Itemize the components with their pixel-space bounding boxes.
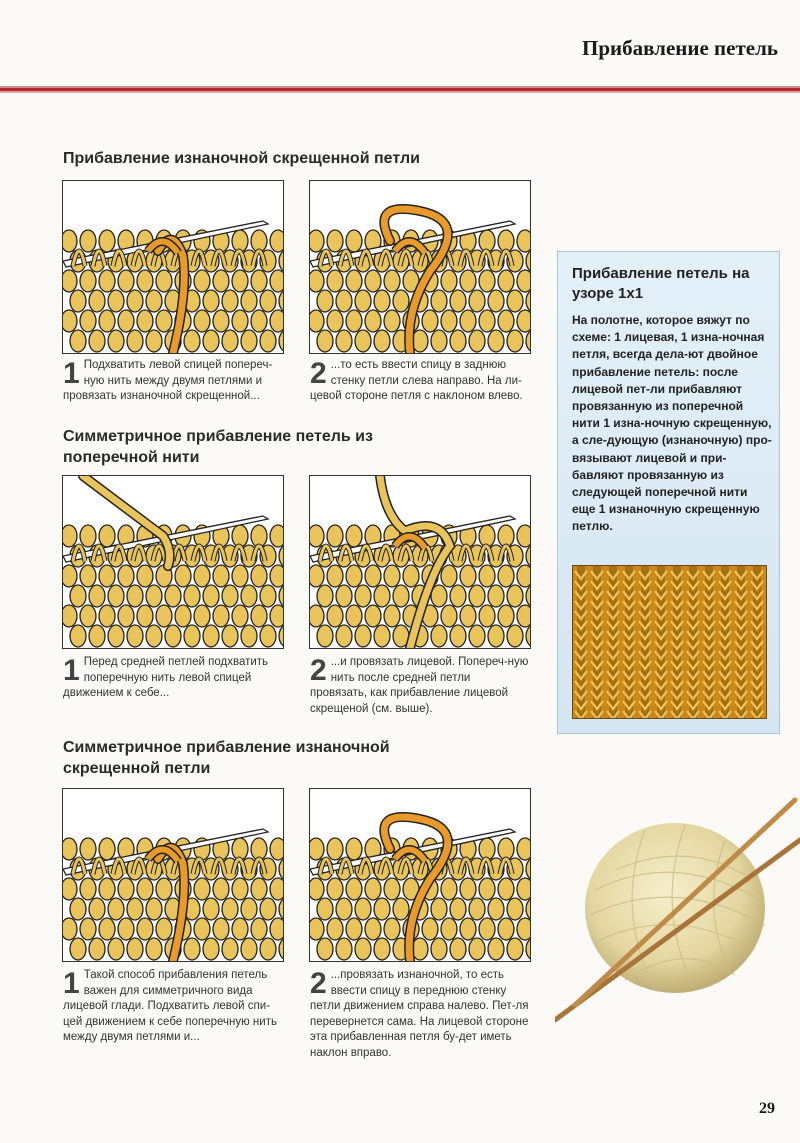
section-title-1: Прибавление изнаночной скрещенной петли [63, 150, 420, 167]
diagram-1a [62, 180, 284, 354]
step-text: Такой способ прибавления петель важен для симметричного вида лицевой глади. Подхватить левой спи-цей движением к себе поперечную нить между двумя петлями и... [63, 969, 277, 1043]
step-caption [63, 358, 283, 405]
step-caption [310, 968, 532, 1061]
step-number: 1 [63, 654, 80, 687]
sidebar-text: На полотне, которое вяжут по схеме: 1 лицевая, 1 изна-ночная петля, всегда дела-ют двойное прибавление петель: после лицевой пет-ли прибавляют провязанную из поперечной нити 1 изна-ночную скрещенную, а сле-дующую (изнаночную) про-вязывают лицевой и при-бавляют провязанную из следующей поперечной нити еще 1 изнаночную скрещенную петлю. [572, 313, 772, 534]
yarn-ball-image [555, 790, 800, 1030]
step-caption [310, 358, 530, 405]
step-text: Подхватить левой спицей попереч-ную нить между двумя петлями и провязать изнаночной скрещенной... [63, 359, 273, 402]
diagram-3a [62, 788, 284, 962]
page-header-title: Прибавление петель [582, 36, 778, 60]
step-text: ...то есть ввести спицу в заднюю стенку петли слева направо. На ли-цевой стороне петля с наклоном влево. [310, 359, 523, 402]
step-number: 2 [310, 967, 327, 1000]
sidebar-box [557, 251, 780, 734]
step-number: 1 [63, 967, 80, 1000]
section-title-2: Симметричное прибавление петель из поперечной нити [63, 428, 373, 466]
rib-knit-swatch-image [572, 565, 767, 719]
step-number: 1 [63, 357, 80, 390]
page-number: 29 [759, 1100, 775, 1117]
step-text: ...и провязать лицевой. Попереч-ную нить после средней петли провязать, как прибавление лицевой скрещеной (см. выше). [310, 656, 529, 715]
diagram-2a [62, 475, 284, 649]
diagram-2b [309, 475, 531, 649]
step-number: 2 [310, 654, 327, 687]
diagram-3b [309, 788, 531, 962]
section-title-3: Симметричное прибавление изнаночной скрещенной петли [63, 739, 390, 777]
step-caption [63, 655, 283, 702]
sidebar-title: Прибавление петель на узоре 1х1 [572, 265, 750, 302]
diagram-1b [309, 180, 531, 354]
step-text: ...провязать изнаночной, то есть ввести спицу в переднюю стенку петли движением справа налево. Пет-ля перевернется сама. На лицевой стороне эта прибавленная петля бу-дет иметь наклон вправо. [310, 969, 529, 1059]
step-text: Перед средней петлей подхватить поперечную нить левой спицей движением к себе... [63, 656, 269, 699]
step-number: 2 [310, 357, 327, 390]
header-rule [0, 86, 800, 93]
step-caption [310, 655, 530, 717]
step-caption [63, 968, 285, 1046]
